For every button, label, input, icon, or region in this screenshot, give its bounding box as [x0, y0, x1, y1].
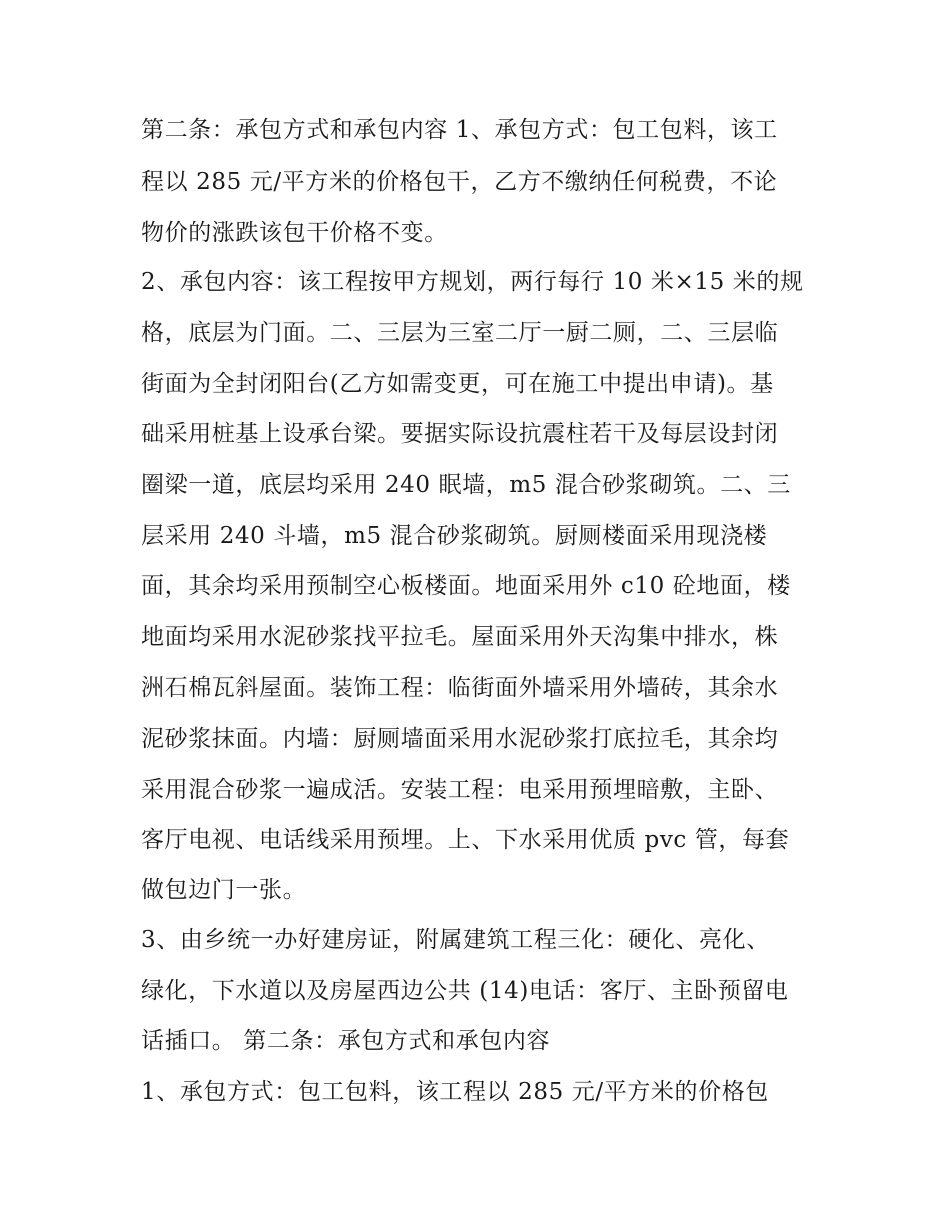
text-line: 绿化，下水道以及房屋西边公共 (14)电话：客厅、主卧预留电 [141, 978, 789, 1004]
text-line: 做包边门一张。 [141, 877, 307, 903]
text-line: 客厅电视、电话线采用预埋。上、下水采用优质 pvc 管，每套 [141, 827, 790, 853]
text-line: 街面为全封闭阳台(乙方如需变更，可在施工中提出申请)。基 [141, 371, 774, 397]
text-line: 地面均采用水泥砂浆找平拉毛。屋面采用外天沟集中排水，株 [141, 624, 779, 650]
text-line: 1、承包方式：包工包料，该工程以 285 元/平方米的价格包 [141, 1079, 769, 1105]
text-line: 采用混合砂浆一遍成活。安装工程：电采用预埋暗敷，主卧、 [141, 777, 779, 803]
text-line: 3、由乡统一办好建房证，附属建筑工程三化：硬化、亮化、 [141, 927, 770, 953]
text-line: 话插口。 第二条：承包方式和承包内容 [141, 1028, 551, 1054]
text-line: 泥砂浆抹面。内墙：厨厕墙面采用水泥砂浆打底拉毛，其余均 [141, 726, 779, 752]
text-line: 程以 285 元/平方米的价格包干，乙方不缴纳任何税费，不论 [141, 169, 778, 195]
text-line: 2、承包内容：该工程按甲方规划，两行每行 10 米×15 米的规 [141, 269, 804, 295]
text-line: 础采用桩基上设承台梁。要据实际设抗震柱若干及每层设封闭 [141, 421, 779, 447]
text-line: 第二条：承包方式和承包内容 1、承包方式：包工包料，该工 [141, 117, 778, 143]
text-line: 洲石棉瓦斜屋面。装饰工程：临街面外墙采用外墙砖，其余水 [141, 675, 779, 701]
text-line: 面，其余均采用预制空心板楼面。地面采用外 c10 砼地面，楼 [141, 573, 791, 599]
text-line: 层采用 240 斗墙，m5 混合砂浆砌筑。厨厕楼面采用现浇楼 [141, 523, 768, 549]
text-line: 格，底层为门面。二、三层为三室二厅一厨二厕，二、三层临 [141, 320, 779, 346]
text-line: 圈梁一道，底层均采用 240 眠墙，m5 混合砂浆砌筑。二、三 [141, 472, 791, 498]
text-line: 物价的涨跌该包干价格不变。 [141, 220, 448, 246]
